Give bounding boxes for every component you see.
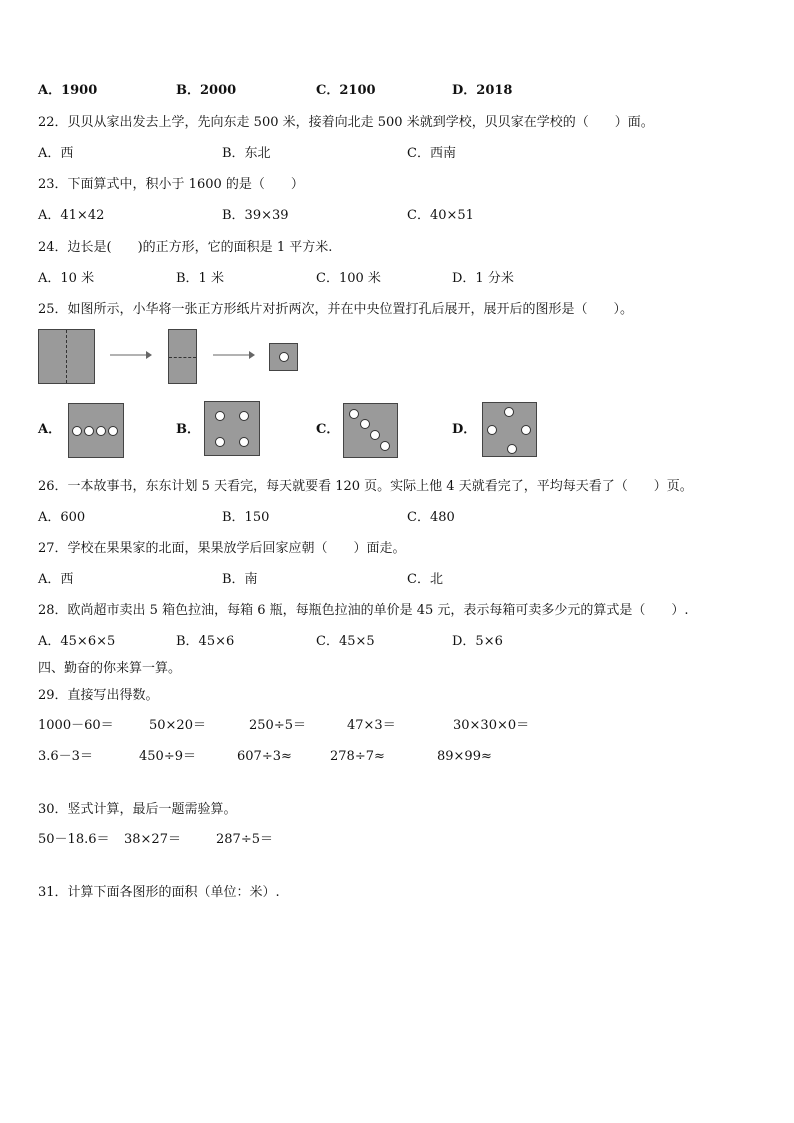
- q30-stem: 30．竖式计算，最后一题需验算。: [38, 802, 237, 817]
- fold-line: [66, 330, 67, 383]
- q29-item: 47×3＝: [347, 718, 396, 733]
- hole: [215, 411, 225, 421]
- hole: [521, 425, 531, 435]
- q22-option-b: B．东北: [222, 146, 271, 161]
- q24-option-d: D．1 分米: [452, 271, 514, 286]
- q23-stem: 23．下面算式中，积小于 1600 的是（ ）: [38, 177, 304, 192]
- square-paper-figure: [38, 329, 95, 384]
- option-c-figure: [343, 403, 398, 458]
- q23-option-b: B．39×39: [222, 208, 289, 223]
- q29-item: 1000－60＝: [38, 718, 114, 733]
- q29-item: 89×99≈: [437, 749, 492, 764]
- hole: [84, 426, 94, 436]
- q28-stem: 28．欧尚超市卖出 5 箱色拉油，每箱 6 瓶，每瓶色拉油的单价是 45 元，表示每箱可卖多少元的算式是（ ）.: [38, 603, 689, 618]
- q30-item: 38×27＝: [124, 832, 181, 847]
- fold-line: [169, 357, 196, 358]
- hole: [96, 426, 106, 436]
- section-heading: 四、勤奋的你来算一算。: [38, 661, 182, 676]
- hole: [360, 419, 370, 429]
- q31-stem: 31．计算下面各图形的面积（单位：米）.: [38, 885, 280, 900]
- q29-item: 607÷3≈: [237, 749, 292, 764]
- q26-option-c: C．480: [407, 510, 455, 525]
- q25-option-d-label: D．: [452, 422, 477, 437]
- arrow-icon: [213, 350, 255, 360]
- q21-option-a: A．1900: [38, 83, 98, 98]
- q29-item: 450÷9＝: [139, 749, 196, 764]
- q22-option-c: C．西南: [407, 146, 456, 161]
- hole: [239, 411, 249, 421]
- arrow-icon: [110, 350, 152, 360]
- hole: [504, 407, 514, 417]
- q30-item: 287÷5＝: [216, 832, 273, 847]
- q24-option-a: A．10 米: [38, 271, 95, 286]
- q26-stem: 26．一本故事书，东东计划 5 天看完，每天就要看 120 页。实际上他 4 天就看完了，平均每天看了（ ）页。: [38, 479, 693, 494]
- hole: [108, 426, 118, 436]
- q25-stem: 25．如图所示，小华将一张正方形纸片对折两次，并在中央位置打孔后展开，展开后的图形是（ ）。: [38, 302, 634, 317]
- q29-item: 278÷7≈: [330, 749, 385, 764]
- q25-option-c-label: C．: [316, 422, 340, 437]
- q24-option-b: B．1 米: [176, 271, 224, 286]
- q24-stem: 24．边长是( )的正方形，它的面积是 1 平方米.: [38, 240, 333, 255]
- q25-option-a-label: A．: [38, 422, 62, 437]
- hole: [349, 409, 359, 419]
- q21-option-c: C．2100: [316, 83, 376, 98]
- q23-option-a: A．41×42: [38, 208, 105, 223]
- q28-option-d: D．5×6: [452, 634, 503, 649]
- q26-option-b: B．150: [222, 510, 270, 525]
- q29-item: 50×20＝: [149, 718, 206, 733]
- q27-option-b: B．南: [222, 572, 258, 587]
- q27-stem: 27．学校在果果家的北面，果果放学后回家应朝（ ）面走。: [38, 541, 406, 556]
- hole: [72, 426, 82, 436]
- q26-option-a: A．600: [38, 510, 86, 525]
- q29-stem: 29．直接写出得数。: [38, 688, 159, 703]
- q24-option-c: C．100 米: [316, 271, 381, 286]
- option-a-figure: [68, 403, 124, 458]
- q21-option-d: D．2018: [452, 83, 513, 98]
- q21-option-b: B．2000: [176, 83, 237, 98]
- q22-stem: 22．贝贝从家出发去上学，先向东走 500 米，接着向北走 500 米就到学校，贝贝家在学校的（ ）面。: [38, 115, 654, 130]
- q30-item: 50－18.6＝: [38, 832, 110, 847]
- q22-option-a: A．西: [38, 146, 74, 161]
- q27-option-a: A．西: [38, 572, 74, 587]
- q29-item: 250÷5＝: [249, 718, 306, 733]
- q29-item: 30×30×0＝: [453, 718, 530, 733]
- q29-item: 3.6－3＝: [38, 749, 93, 764]
- folded-twice-punched-figure: [269, 343, 298, 371]
- option-b-figure: [204, 401, 260, 456]
- folded-once-figure: [168, 329, 197, 384]
- hole: [239, 437, 249, 447]
- q25-option-b-label: B．: [176, 422, 200, 437]
- q28-option-b: B．45×6: [176, 634, 235, 649]
- hole: [370, 430, 380, 440]
- option-d-figure: [482, 402, 537, 457]
- hole: [215, 437, 225, 447]
- q28-option-c: C．45×5: [316, 634, 375, 649]
- hole: [279, 352, 289, 362]
- q28-option-a: A．45×6×5: [38, 634, 116, 649]
- hole: [380, 441, 390, 451]
- q27-option-c: C．北: [407, 572, 443, 587]
- hole: [487, 425, 497, 435]
- q23-option-c: C．40×51: [407, 208, 474, 223]
- hole: [507, 444, 517, 454]
